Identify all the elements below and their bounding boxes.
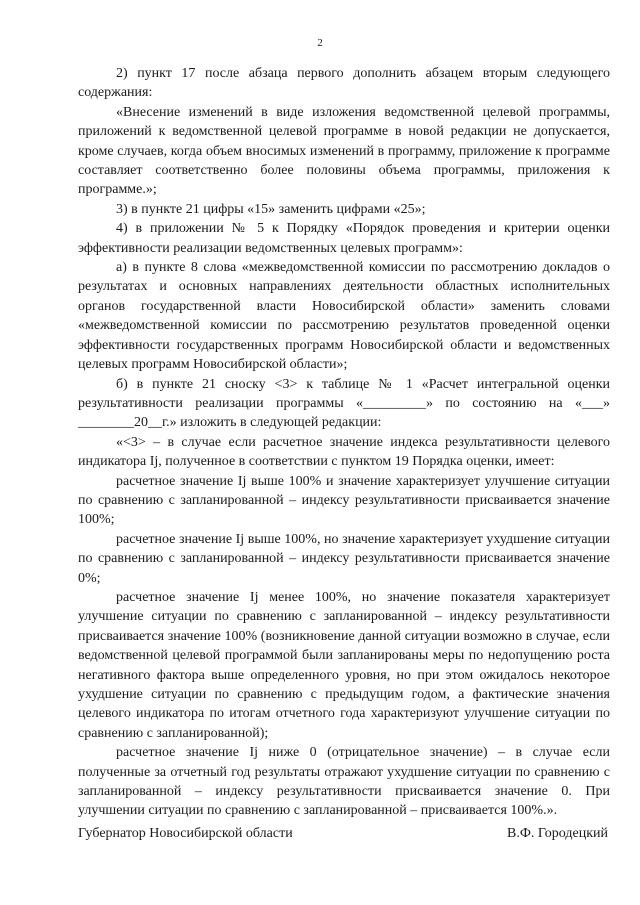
page-number: 2 <box>317 37 323 49</box>
paragraph-item-4b: б) в пункте 21 сноску <3> к таблице № 1 «Расчет интегральной оценки результативности реализации программы «_________» по состоянию на «___» ________20__г.» изложить в следующей редакции: <box>78 376 610 431</box>
paragraph-item-4a: а) в пункте 8 слова «межведомственной комиссии по рассмотрению докладов о результатах и основных направлениях деятельности областных исполнительных органов государственной власти Новосибирской области» заменить словами «межведомственной комиссии по рассмотрению результатов проведенной оценки эффективности государственных программ Новосибирской области и ведомственных целевых программ Новосибирской области»; <box>78 260 610 373</box>
paragraph-case-above-100-improve: расчетное значение Ij выше 100% и значение характеризует улучшение ситуации по сравнению с запланированной – индексу результативности присваивается значение 100%; <box>78 473 610 528</box>
paragraph-item-4: 4) в приложении № 5 к Порядку «Порядок проведения и критерии оценки эффективности реализации ведомственных целевых программ»: <box>78 221 610 256</box>
paragraph-case-below-100: расчетное значение Ij менее 100%, но значение показателя характеризует улучшение ситуации по сравнению с запланированной – индексу результативности присваивается значение 100% (возникновение данной ситуации возможно в случае, если ведомственной целевой программой были запланированы меры по недопущению роста негативного фактора выше определенного уровня, но при этом ожидалось некоторое ухудшение ситуации по сравнению с предыдущим годом, а фактические значения целевого индикатора по итогам отчетного года характеризуют улучшение ситуации по сравнению с запланированной); <box>78 589 610 741</box>
signatory-name: В.Ф. Городецкий <box>507 826 608 841</box>
paragraph-item-3: 3) в пункте 21 цифры «15» заменить цифрами «25»; <box>116 201 426 217</box>
paragraph-case-below-0: расчетное значение Ij ниже 0 (отрицательное значение) – в случае если полученные за отчетный год результаты отражают ухудшение ситуации по сравнению с запланированной – индексу результативности присваивается значение 0. При улучшении ситуации по сравнению с запланированной – присваивается 100%.». <box>78 745 610 819</box>
document-body <box>78 64 610 821</box>
paragraph-item-2: 2) пункт 17 после абзаца первого дополнить абзацем вторым следующего содержания: <box>78 66 610 101</box>
signatory-position: Губернатор Новосибирской области <box>78 826 293 841</box>
paragraph-footnote-3: «<3> – в случае если расчетное значение индекса результативности целевого индикатора Ij, полученное в соответствии с пунктом 19 Порядка оценки, имеет: <box>78 434 610 470</box>
paragraph-quote-amendment: «Внесение изменений в виде изложения ведомственной целевой программы, приложений к ведомственной целевой программе в новой редакции не допускается, кроме случаев, когда объем вносимых изменений в программу, приложение к программе составляет соответственно более половины объема программы, приложения к программе.»; <box>78 104 610 198</box>
signature-block <box>78 824 608 843</box>
paragraph-case-above-100-worsen: расчетное значение Ij выше 100%, но значение характеризует ухудшение ситуации по сравнению с запланированной – индексу результативности присваивается значение 0%; <box>78 531 610 586</box>
